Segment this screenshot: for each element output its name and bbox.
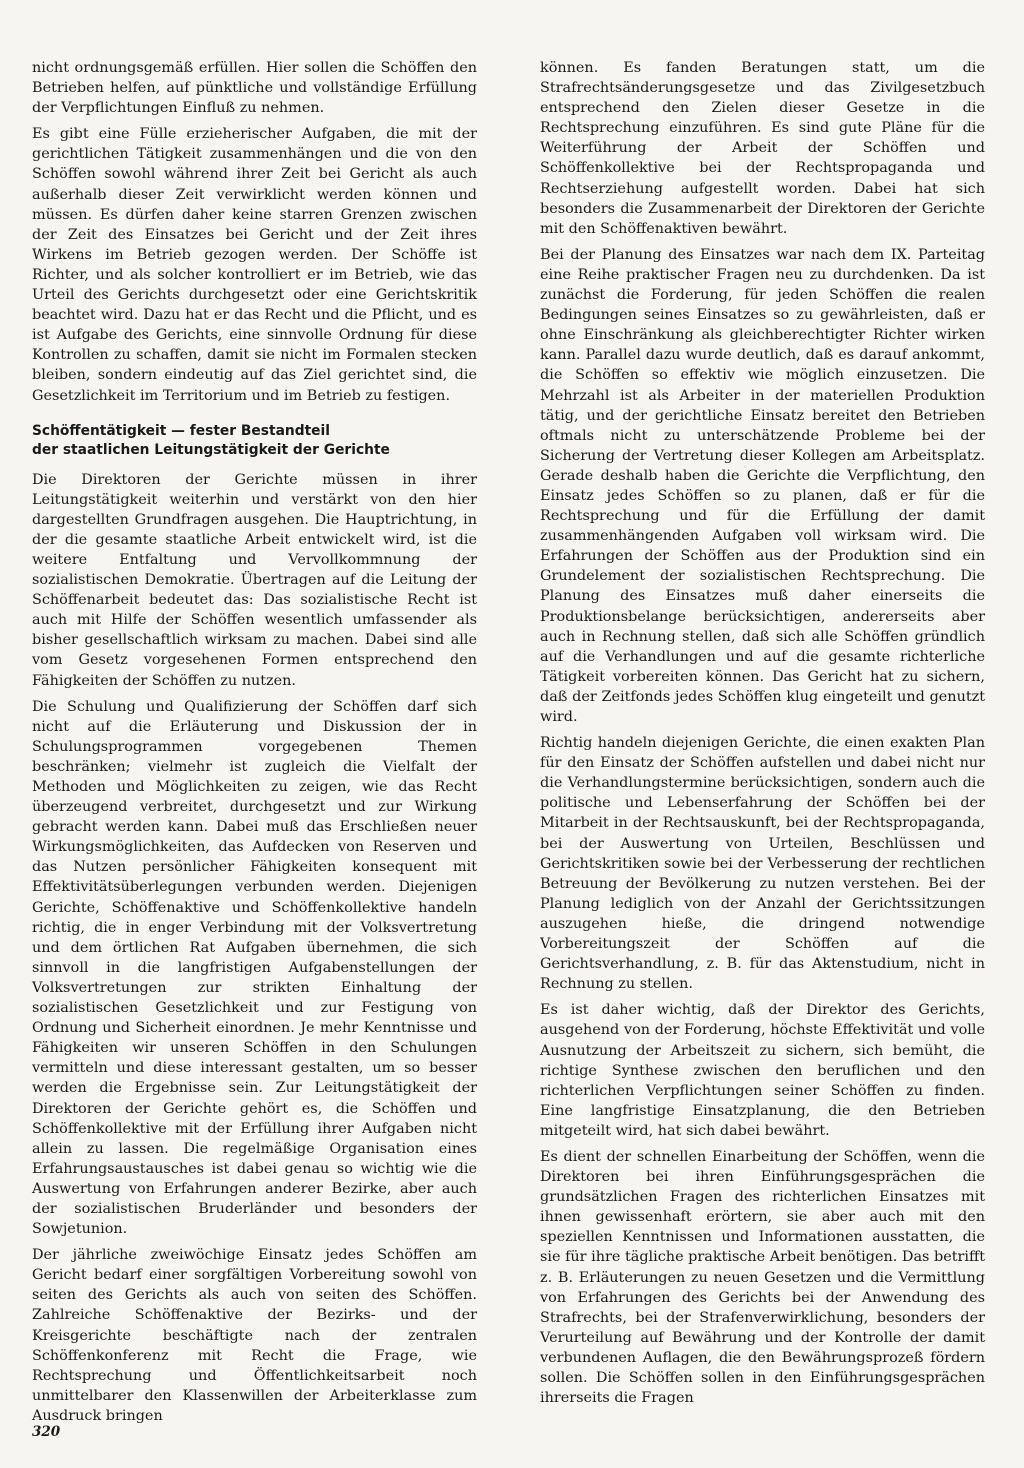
paragraph: Die Schulung und Qualifizierung der Schöffen darf sich nicht auf die Erläuterung und Diskussion der in Schulungsprogrammen vorgegebenen Themen beschränken; vielmehr ist zugleich die Vielfalt der Methoden und Möglichkeiten zu zeigen, wie das Recht überzeugend verbreitet, durchgesetzt und zur Wirkung gebracht werden kann. Dabei muß das Erschließen neuer Wirkungsmöglichkeiten, das Aufdecken von Reserven und das Nutzen persönlicher Fähigkeiten konsequent mit Effektivitätsüberlegungen verbunden werden. Diejenigen Gerichte, Schöffenaktive und Schöffenkollektive handeln richtig, die in enger Verbindung mit der Volksvertretung und dem örtlichen Rat Aufgaben übernehmen, die sich sinnvoll in die langfristigen Aufgabenstellungen der Volksvertretungen zur strikten Einhaltung der sozialistischen Gesetzlichkeit und zur Festigung von Ordnung und Sicherheit einordnen. Je mehr Kenntnisse und Fähigkeiten wir unseren Schöffen in den Schulungen vermitteln und diese interessant gestalten, um so besser werden die Ergebnisse sein. Zur Leitungstätigkeit der Direktoren der Gerichte gehört es, die Schöffen und Schöffenkollektive mit der Erfüllung ihrer Aufgaben nicht allein zu lassen. Die regelmäßige Organisation eines Erfahrungsaustausches ist dabei genau so wichtig wie die Auswertung von Erfahrungen anderer Bezirke, aber auch der sozialistischen Bruderländer und besonders der Sowjetunion. <box>32 698 477 1238</box>
section-heading-line: Schöffentätigkeit — fester Bestandteil <box>32 422 331 439</box>
section-heading-line: der staatlichen Leitungstätigkeit der Gerichte <box>32 441 390 458</box>
paragraph: nicht ordnungsgemäß erfüllen. Hier sollen die Schöffen den Betrieben helfen, auf pünktliche und vollständige Erfüllung der Verpflichtungen Einfluß zu nehmen. <box>32 60 477 117</box>
section-heading <box>32 422 477 460</box>
document-page <box>32 58 987 1424</box>
left-column <box>32 58 477 1432</box>
paragraph: Es ist daher wichtig, daß der Direktor des Gerichts, ausgehend von der Forderung, höchste Effektivität und volle Ausnutzung der Arbeitszeit zu sichern, sich bemüht, die richtige Synthese zwischen den beruflichen und den richterlichen Verpflichtungen seiner Schöffen zu finden. Eine langfristige Einsatzplanung, die den Betrieben mitgeteilt wird, hat sich dabei bewährt. <box>540 1002 985 1139</box>
paragraph: Richtig handeln diejenigen Gerichte, die einen exakten Plan für den Einsatz der Schöffen aufstellen und dabei nicht nur die Verhandlungstermine berücksichtigen, sondern auch die politische und Lebenserfahrung der Schöffen bei der Mitarbeit in der Rechtsauskunft, bei der Rechtspropaganda, bei der Auswertung von Urteilen, Beschlüssen und Gerichtskritiken sowie bei der Verbesserung der rechtlichen Betreuung der Bevölkerung zu nutzen verstehen. Bei der Planung lediglich von der Anzahl der Gerichtssitzungen auszugehen hieße, die dringend notwendige Vorbereitungszeit der Schöffen auf die Gerichtsverhandlung, z. B. für das Aktenstudium, nicht in Rechnung zu stellen. <box>540 735 985 993</box>
paragraph: Bei der Planung des Einsatzes war nach dem IX. Parteitag eine Reihe praktischer Fragen neu zu durchdenken. Da ist zunächst die Forderung, für jeden Schöffen die realen Bedingungen seines Einsatzes so zu gewährleisten, daß er ohne Einschränkung als gleichberechtigter Richter wirken kann. Parallel dazu wurde deutlich, daß es darauf ankommt, die Schöffen so effektiv wie möglich einzusetzen. Die Mehrzahl ist als Arbeiter in der materiellen Produktion tätig, und der gerichtliche Einsatz bereitet den Betrieben oftmals nicht zu unterschätzende Probleme bei der Sicherung der Vertretung dieser Kollegen am Arbeitsplatz. Gerade deshalb haben die Gerichte die Verpflichtung, den Einsatz jedes Schöffen so zu planen, daß er für die Rechtsprechung und für die Erfüllung der damit zusammenhängenden Aufgaben voll wirksam wird. Die Erfahrungen der Schöffen aus der Produktion sind ein Grundelement der sozialistischen Rechtsprechung. Die Planung des Einsatzes muß daher einerseits die Produktionsbelange berücksichtigen, andererseits aber auch in Rechnung stellen, daß sich alle Schöffen gründlich auf die Verhandlungen und auf die gesamte richterliche Tätigkeit vorbereiten können. Das Gericht hat zu sichern, daß der Zeitfonds jedes Schöffen klug eingeteilt und genutzt wird. <box>540 246 985 725</box>
right-column <box>540 58 985 1414</box>
page-number: 320 <box>32 1424 61 1440</box>
paragraph: Es gibt eine Fülle erzieherischer Aufgaben, die mit der gerichtlichen Tätigkeit zusammenhängen und die von den Schöffen sowohl während ihrer Zeit bei Gericht als auch außerhalb dieser Zeit verwirklicht werden können und müssen. Es dürfen daher keine starren Grenzen zwischen der Zeit des Einsatzes bei Gericht und der Zeit ihres Wirkens im Betrieb gezogen werden. Der Schöffe ist Richter, und als solcher kontrolliert er im Betrieb, wie das Urteil des Gerichts durchgesetzt oder eine Gerichtskritik beachtet wird. Dazu hat er das Recht und die Pflicht, und es ist Aufgabe des Gerichts, eine sinnvolle Ordnung für diese Kontrollen zu schaffen, damit sie nicht im Formalen stecken bleiben, sondern eindeutig auf das Ziel gerichtet sind, die Gesetzlichkeit im Territorium und im Betrieb zu festigen. <box>32 126 477 404</box>
paragraph: Die Direktoren der Gerichte müssen in ihrer Leitungstätigkeit weiterhin und verstärkt von den hier dargestellten Grundfragen ausgehen. Die Hauptrichtung, in der die gesamte staatliche Arbeit entwickelt wird, ist die weitere Entfaltung und Vervollkommnung der sozialistischen Demokratie. Übertragen auf die Leitung der Schöffenarbeit bedeutet das: Das sozialistische Recht ist auch mit Hilfe der Schöffen wesentlich umfassender als bisher gesellschaftlich wirksam zu machen. Dabei sind alle vom Gesetz vorgesehenen Formen entsprechend den Fähigkeiten der Schöffen zu nutzen. <box>32 471 477 689</box>
paragraph: Der jährliche zweiwöchige Einsatz jedes Schöffen am Gericht bedarf einer sorgfältigen Vorbereitung sowohl von seiten des Gerichts als auch von seiten des Schöffen. Zahlreiche Schöffenaktive der Bezirks- und der Kreisgerichte beschäftigte nach der zentralen Schöffenkonferenz mit Recht die Frage, wie Rechtsprechung und Öffentlichkeitsarbeit noch unmittelbarer den Klassenwillen der Arbeiterklasse zum Ausdruck bringen <box>32 1247 477 1424</box>
paragraph: können. Es fanden Beratungen statt, um die Strafrechtsänderungsgesetze und das Zivilgesetzbuch entsprechend den Zielen dieser Gesetze in die Rechtsprechung einzuführen. Es sind gute Pläne für die Weiterführung der Arbeit der Schöffen und Schöffenkollektive bei der Rechtspropaganda und Rechtserziehung aufgestellt worden. Dabei hat sich besonders die Zusammenarbeit der Direktoren der Gerichte mit den Schöffenaktiven bewährt. <box>540 60 985 237</box>
paragraph: Es dient der schnellen Einarbeitung der Schöffen, wenn die Direktoren bei ihren Einführungsgesprächen die grundsätzlichen Fragen des richterlichen Einsatzes mit ihnen gewissenhaft erörtern, sie aber auch mit den speziellen Kenntnissen und Informationen ausstatten, die sie für ihre tägliche praktische Arbeit benötigen. Das betrifft z. B. Erläuterungen zu neuen Gesetzen und die Vermittlung von Erfahrungen des Gerichts bei der Anwendung des Strafrechts, bei der Strafenverwirklichung, besonders der Verurteilung auf Bewährung und der Kontrolle der damit verbundenen Auflagen, die den Bewährungsprozeß fördern sollen. Die Schöffen sollen in den Einführungsgesprächen ihrerseits die Fragen <box>540 1148 985 1407</box>
